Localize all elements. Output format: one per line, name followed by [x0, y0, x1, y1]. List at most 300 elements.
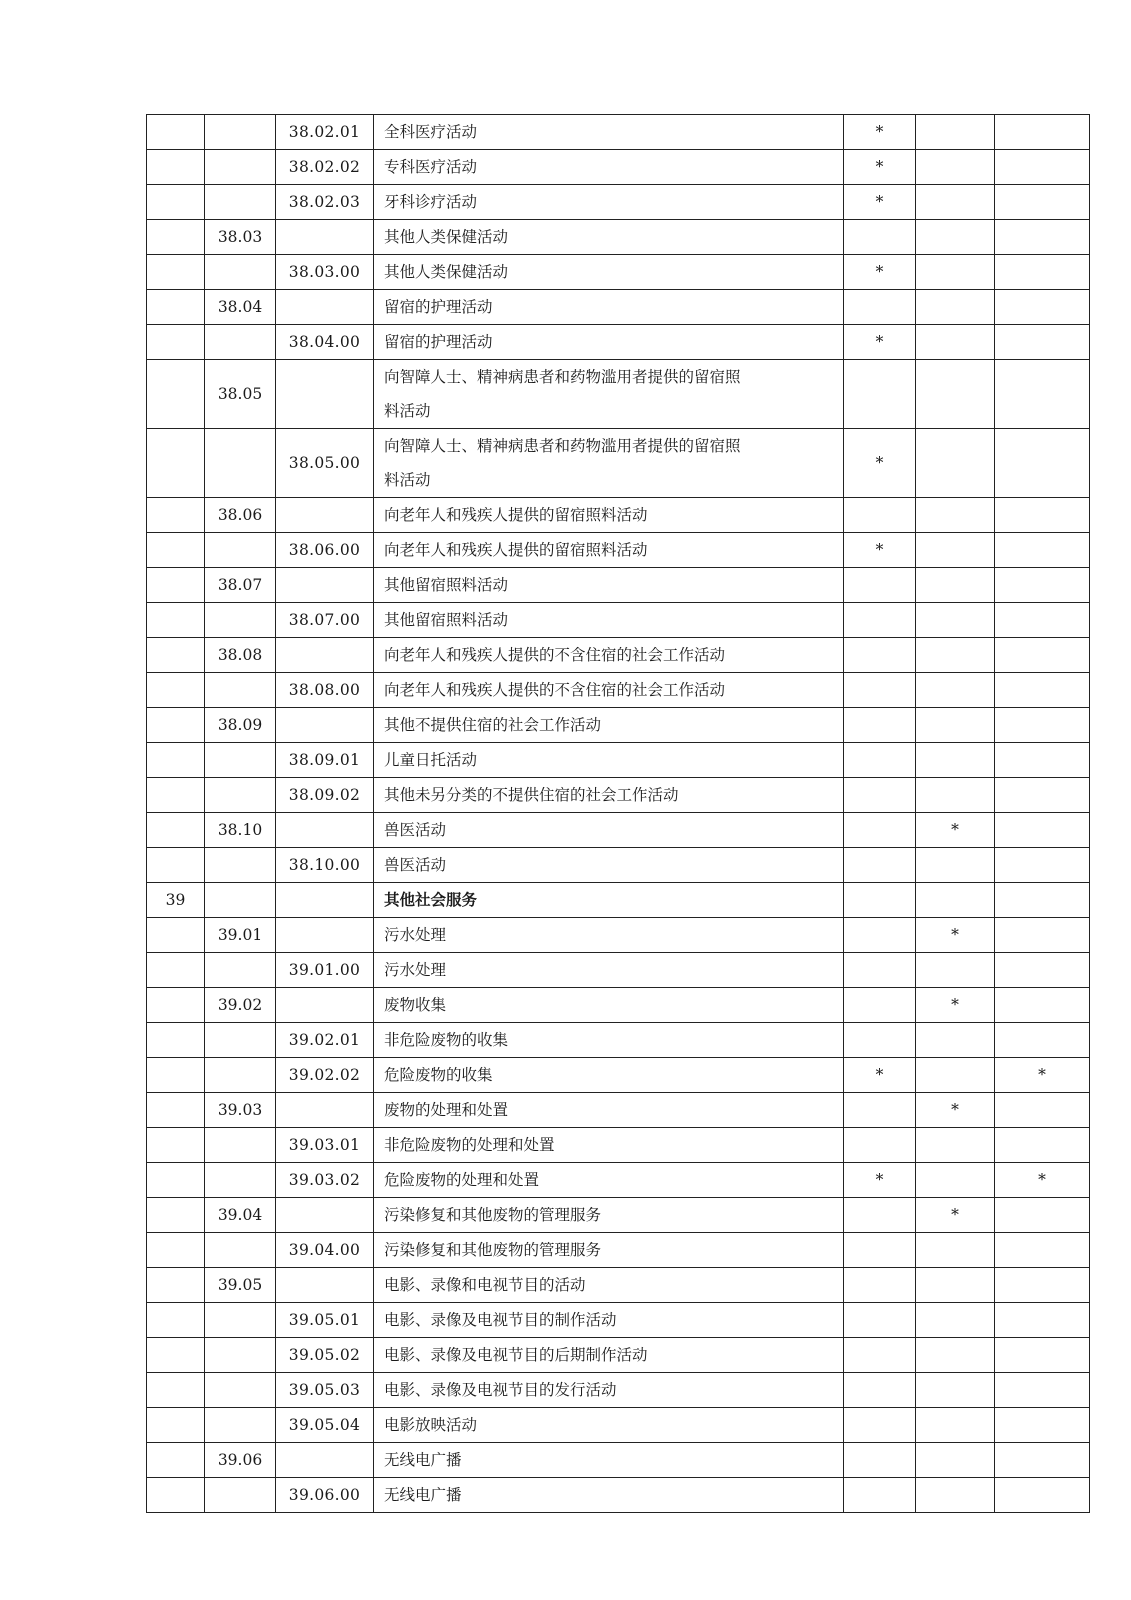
mark-column-1-cell	[844, 1093, 916, 1128]
mark-column-1-cell	[844, 603, 916, 638]
class-code-cell	[276, 568, 374, 603]
table-row	[147, 708, 1090, 743]
activity-name-cell: 污水处理	[374, 953, 844, 988]
mark-column-3-cell	[995, 883, 1090, 918]
class-code-cell	[276, 918, 374, 953]
group-code-cell	[205, 883, 276, 918]
mark-column-1-cell: *	[844, 1058, 916, 1093]
table-row	[147, 533, 1090, 568]
section-code-cell	[147, 150, 205, 185]
mark-column-3-cell	[995, 813, 1090, 848]
mark-column-3-cell	[995, 848, 1090, 883]
activity-name-cell: 兽医活动	[374, 848, 844, 883]
group-code-cell	[205, 1163, 276, 1198]
group-code-cell: 38.04	[205, 290, 276, 325]
activity-name-cell: 废物的处理和处置	[374, 1093, 844, 1128]
mark-column-1-cell	[844, 1268, 916, 1303]
mark-column-2-cell	[916, 1268, 995, 1303]
section-code-cell: 39	[147, 883, 205, 918]
group-code-cell	[205, 1058, 276, 1093]
section-code-cell	[147, 1478, 205, 1513]
section-code-cell	[147, 568, 205, 603]
mark-column-2-cell	[916, 429, 995, 498]
group-code-cell: 38.08	[205, 638, 276, 673]
mark-column-2-cell: *	[916, 1093, 995, 1128]
table-row	[147, 568, 1090, 603]
table-row	[147, 813, 1090, 848]
section-code-cell	[147, 1303, 205, 1338]
group-code-cell: 38.10	[205, 813, 276, 848]
mark-column-2-cell	[916, 1373, 995, 1408]
activity-name-cell: 电影、录像和电视节目的活动	[374, 1268, 844, 1303]
activity-name-cell: 其他人类保健活动	[374, 255, 844, 290]
section-code-cell	[147, 813, 205, 848]
table-row	[147, 360, 1090, 429]
group-code-cell	[205, 1233, 276, 1268]
group-code-cell: 39.04	[205, 1198, 276, 1233]
activity-name-cell: 留宿的护理活动	[374, 325, 844, 360]
mark-column-1-cell	[844, 708, 916, 743]
mark-column-1-cell	[844, 220, 916, 255]
group-code-cell: 38.05	[205, 360, 276, 429]
section-code-cell	[147, 1408, 205, 1443]
mark-column-2-cell	[916, 568, 995, 603]
table-row	[147, 185, 1090, 220]
mark-column-2-cell	[916, 1443, 995, 1478]
mark-column-1-cell	[844, 568, 916, 603]
mark-column-3-cell	[995, 778, 1090, 813]
class-code-cell	[276, 708, 374, 743]
group-code-cell: 38.06	[205, 498, 276, 533]
table-row	[147, 1163, 1090, 1198]
class-code-cell	[276, 1443, 374, 1478]
mark-column-1-cell	[844, 883, 916, 918]
mark-column-3-cell	[995, 533, 1090, 568]
table-row	[147, 325, 1090, 360]
group-code-cell	[205, 603, 276, 638]
mark-column-2-cell	[916, 1478, 995, 1513]
section-code-cell	[147, 778, 205, 813]
mark-column-3-cell	[995, 498, 1090, 533]
group-code-cell	[205, 185, 276, 220]
mark-column-1-cell	[844, 638, 916, 673]
mark-column-2-cell	[916, 220, 995, 255]
mark-column-1-cell	[844, 1373, 916, 1408]
mark-column-1-cell: *	[844, 533, 916, 568]
class-code-cell	[276, 1268, 374, 1303]
mark-column-2-cell	[916, 533, 995, 568]
class-code-cell: 38.09.01	[276, 743, 374, 778]
activity-name-cell: 其他不提供住宿的社会工作活动	[374, 708, 844, 743]
group-code-cell	[205, 115, 276, 150]
mark-column-3-cell	[995, 568, 1090, 603]
activity-name-cell: 污染修复和其他废物的管理服务	[374, 1233, 844, 1268]
section-code-cell	[147, 603, 205, 638]
group-code-cell	[205, 325, 276, 360]
mark-column-2-cell	[916, 883, 995, 918]
activity-name-cell: 无线电广播	[374, 1443, 844, 1478]
group-code-cell	[205, 429, 276, 498]
mark-column-1-cell	[844, 988, 916, 1023]
mark-column-3-cell	[995, 918, 1090, 953]
activity-name-cell: 电影、录像及电视节目的发行活动	[374, 1373, 844, 1408]
mark-column-2-cell	[916, 115, 995, 150]
table-row	[147, 1303, 1090, 1338]
mark-column-1-cell: *	[844, 325, 916, 360]
mark-column-3-cell	[995, 325, 1090, 360]
mark-column-1-cell	[844, 673, 916, 708]
section-code-cell	[147, 953, 205, 988]
table-row	[147, 1478, 1090, 1513]
table-row	[147, 673, 1090, 708]
activity-name-cell: 危险废物的处理和处置	[374, 1163, 844, 1198]
class-code-cell: 39.05.03	[276, 1373, 374, 1408]
activity-name-cell: 污染修复和其他废物的管理服务	[374, 1198, 844, 1233]
class-code-cell	[276, 988, 374, 1023]
class-code-cell: 38.02.02	[276, 150, 374, 185]
table-row	[147, 115, 1090, 150]
group-code-cell	[205, 533, 276, 568]
class-code-cell	[276, 638, 374, 673]
class-code-cell: 38.05.00	[276, 429, 374, 498]
mark-column-2-cell	[916, 743, 995, 778]
table-row	[147, 953, 1090, 988]
table-row	[147, 220, 1090, 255]
table-row	[147, 1023, 1090, 1058]
class-code-cell: 39.01.00	[276, 953, 374, 988]
class-code-cell	[276, 1093, 374, 1128]
mark-column-2-cell	[916, 778, 995, 813]
mark-column-3-cell	[995, 1023, 1090, 1058]
class-code-cell: 38.07.00	[276, 603, 374, 638]
mark-column-3-cell	[995, 708, 1090, 743]
table-row	[147, 1093, 1090, 1128]
mark-column-3-cell	[995, 1128, 1090, 1163]
section-code-cell	[147, 255, 205, 290]
table-row	[147, 498, 1090, 533]
class-code-cell: 39.05.01	[276, 1303, 374, 1338]
table-row	[147, 1198, 1090, 1233]
mark-column-2-cell	[916, 150, 995, 185]
section-code-cell	[147, 1443, 205, 1478]
mark-column-2-cell	[916, 1233, 995, 1268]
class-code-cell	[276, 498, 374, 533]
section-code-cell	[147, 638, 205, 673]
mark-column-3-cell: *	[995, 1163, 1090, 1198]
table-row	[147, 1408, 1090, 1443]
mark-column-1-cell	[844, 1303, 916, 1338]
mark-column-3-cell	[995, 743, 1090, 778]
mark-column-2-cell	[916, 1303, 995, 1338]
section-code-cell	[147, 1093, 205, 1128]
mark-column-1-cell	[844, 290, 916, 325]
table-row	[147, 848, 1090, 883]
mark-column-3-cell	[995, 255, 1090, 290]
group-code-cell	[205, 953, 276, 988]
mark-column-3-cell	[995, 1268, 1090, 1303]
mark-column-3-cell	[995, 673, 1090, 708]
activity-name-cell: 无线电广播	[374, 1478, 844, 1513]
mark-column-2-cell	[916, 1163, 995, 1198]
mark-column-3-cell	[995, 1233, 1090, 1268]
mark-column-1-cell: *	[844, 1163, 916, 1198]
group-code-cell	[205, 1478, 276, 1513]
class-code-cell: 39.05.04	[276, 1408, 374, 1443]
mark-column-3-cell	[995, 1478, 1090, 1513]
mark-column-2-cell	[916, 498, 995, 533]
activity-name-cell: 其他留宿照料活动	[374, 603, 844, 638]
activity-name-cell: 其他未另分类的不提供住宿的社会工作活动	[374, 778, 844, 813]
activity-name-cell: 废物收集	[374, 988, 844, 1023]
mark-column-1-cell	[844, 1128, 916, 1163]
mark-column-1-cell: *	[844, 429, 916, 498]
class-code-cell: 39.04.00	[276, 1233, 374, 1268]
section-code-cell	[147, 1023, 205, 1058]
mark-column-3-cell	[995, 429, 1090, 498]
section-code-cell	[147, 290, 205, 325]
class-code-cell: 39.02.01	[276, 1023, 374, 1058]
mark-column-1-cell	[844, 498, 916, 533]
activity-name-cell: 电影、录像及电视节目的后期制作活动	[374, 1338, 844, 1373]
table-row	[147, 255, 1090, 290]
mark-column-1-cell	[844, 1233, 916, 1268]
mark-column-2-cell	[916, 673, 995, 708]
table-row	[147, 1128, 1090, 1163]
mark-column-2-cell	[916, 1023, 995, 1058]
group-code-cell: 38.03	[205, 220, 276, 255]
group-code-cell	[205, 778, 276, 813]
mark-column-3-cell	[995, 603, 1090, 638]
group-code-cell	[205, 1408, 276, 1443]
mark-column-1-cell	[844, 1198, 916, 1233]
section-code-cell	[147, 1338, 205, 1373]
class-code-cell	[276, 883, 374, 918]
mark-column-2-cell	[916, 185, 995, 220]
mark-column-2-cell	[916, 1408, 995, 1443]
mark-column-3-cell	[995, 1093, 1090, 1128]
mark-column-3-cell	[995, 220, 1090, 255]
mark-column-1-cell: *	[844, 185, 916, 220]
activity-name-cell: 专科医疗活动	[374, 150, 844, 185]
mark-column-2-cell	[916, 1058, 995, 1093]
table-row	[147, 638, 1090, 673]
class-code-cell	[276, 290, 374, 325]
class-code-cell: 39.03.01	[276, 1128, 374, 1163]
mark-column-1-cell: *	[844, 255, 916, 290]
table-row	[147, 918, 1090, 953]
group-code-cell	[205, 1303, 276, 1338]
mark-column-1-cell: *	[844, 115, 916, 150]
group-code-cell: 39.05	[205, 1268, 276, 1303]
mark-column-1-cell	[844, 1338, 916, 1373]
section-code-cell	[147, 1163, 205, 1198]
group-code-cell	[205, 1338, 276, 1373]
table-row	[147, 1373, 1090, 1408]
group-code-cell	[205, 1128, 276, 1163]
class-code-cell: 38.02.01	[276, 115, 374, 150]
mark-column-3-cell	[995, 953, 1090, 988]
class-code-cell: 39.03.02	[276, 1163, 374, 1198]
mark-column-2-cell: *	[916, 988, 995, 1023]
section-code-cell	[147, 185, 205, 220]
section-code-cell	[147, 1268, 205, 1303]
mark-column-2-cell	[916, 848, 995, 883]
section-code-cell	[147, 848, 205, 883]
mark-column-1-cell	[844, 848, 916, 883]
mark-column-3-cell	[995, 1443, 1090, 1478]
section-code-cell	[147, 988, 205, 1023]
activity-name-cell: 非危险废物的处理和处置	[374, 1128, 844, 1163]
section-code-cell	[147, 325, 205, 360]
class-code-cell: 38.02.03	[276, 185, 374, 220]
section-code-cell	[147, 673, 205, 708]
mark-column-3-cell	[995, 1408, 1090, 1443]
group-code-cell: 39.03	[205, 1093, 276, 1128]
activity-name-cell: 其他社会服务	[374, 883, 844, 918]
mark-column-2-cell	[916, 255, 995, 290]
mark-column-3-cell: *	[995, 1058, 1090, 1093]
mark-column-1-cell	[844, 1408, 916, 1443]
mark-column-1-cell	[844, 813, 916, 848]
mark-column-1-cell	[844, 1443, 916, 1478]
mark-column-1-cell	[844, 1023, 916, 1058]
table-row	[147, 1443, 1090, 1478]
activity-name-cell: 儿童日托活动	[374, 743, 844, 778]
class-code-cell: 39.02.02	[276, 1058, 374, 1093]
class-code-cell	[276, 360, 374, 429]
activity-name-cell: 全科医疗活动	[374, 115, 844, 150]
group-code-cell: 38.09	[205, 708, 276, 743]
activity-name-cell: 兽医活动	[374, 813, 844, 848]
table-row	[147, 429, 1090, 498]
table-row	[147, 778, 1090, 813]
activity-name-cell: 向智障人士、精神病患者和药物滥用者提供的留宿照 料活动	[374, 360, 844, 429]
section-code-cell	[147, 115, 205, 150]
table-row	[147, 1233, 1090, 1268]
activity-name-cell: 向老年人和残疾人提供的不含住宿的社会工作活动	[374, 638, 844, 673]
class-code-cell: 38.10.00	[276, 848, 374, 883]
class-code-cell: 39.06.00	[276, 1478, 374, 1513]
mark-column-2-cell: *	[916, 813, 995, 848]
mark-column-1-cell	[844, 953, 916, 988]
table-row	[147, 883, 1090, 918]
activity-name-cell: 非危险废物的收集	[374, 1023, 844, 1058]
mark-column-1-cell	[844, 778, 916, 813]
classification-table	[146, 114, 1090, 1513]
section-code-cell	[147, 1233, 205, 1268]
table-row	[147, 603, 1090, 638]
section-code-cell	[147, 220, 205, 255]
group-code-cell	[205, 255, 276, 290]
mark-column-2-cell	[916, 1338, 995, 1373]
table-row	[147, 988, 1090, 1023]
mark-column-1-cell	[844, 360, 916, 429]
mark-column-3-cell	[995, 1303, 1090, 1338]
section-code-cell	[147, 918, 205, 953]
mark-column-3-cell	[995, 1373, 1090, 1408]
mark-column-3-cell	[995, 638, 1090, 673]
table-row	[147, 1058, 1090, 1093]
section-code-cell	[147, 533, 205, 568]
group-code-cell	[205, 1373, 276, 1408]
table-row	[147, 1268, 1090, 1303]
mark-column-2-cell	[916, 708, 995, 743]
group-code-cell	[205, 1023, 276, 1058]
activity-name-cell: 向老年人和残疾人提供的留宿照料活动	[374, 498, 844, 533]
class-code-cell	[276, 220, 374, 255]
class-code-cell: 38.08.00	[276, 673, 374, 708]
activity-name-cell: 留宿的护理活动	[374, 290, 844, 325]
section-code-cell	[147, 1058, 205, 1093]
group-code-cell	[205, 743, 276, 778]
group-code-cell: 39.06	[205, 1443, 276, 1478]
class-code-cell: 38.06.00	[276, 533, 374, 568]
activity-name-cell: 牙科诊疗活动	[374, 185, 844, 220]
mark-column-1-cell	[844, 918, 916, 953]
table-row	[147, 1338, 1090, 1373]
mark-column-2-cell	[916, 325, 995, 360]
section-code-cell	[147, 429, 205, 498]
activity-name-cell: 电影放映活动	[374, 1408, 844, 1443]
mark-column-2-cell: *	[916, 918, 995, 953]
class-code-cell: 39.05.02	[276, 1338, 374, 1373]
activity-name-cell: 向智障人士、精神病患者和药物滥用者提供的留宿照 料活动	[374, 429, 844, 498]
class-code-cell: 38.03.00	[276, 255, 374, 290]
section-code-cell	[147, 743, 205, 778]
table-row	[147, 290, 1090, 325]
mark-column-3-cell	[995, 185, 1090, 220]
mark-column-2-cell	[916, 360, 995, 429]
group-code-cell: 38.07	[205, 568, 276, 603]
activity-name-cell: 其他留宿照料活动	[374, 568, 844, 603]
section-code-cell	[147, 360, 205, 429]
table-row	[147, 150, 1090, 185]
mark-column-3-cell	[995, 988, 1090, 1023]
section-code-cell	[147, 498, 205, 533]
group-code-cell	[205, 848, 276, 883]
mark-column-3-cell	[995, 1198, 1090, 1233]
class-code-cell	[276, 1198, 374, 1233]
class-code-cell: 38.09.02	[276, 778, 374, 813]
section-code-cell	[147, 1198, 205, 1233]
group-code-cell	[205, 673, 276, 708]
mark-column-2-cell	[916, 953, 995, 988]
mark-column-3-cell	[995, 1338, 1090, 1373]
section-code-cell	[147, 1128, 205, 1163]
mark-column-2-cell	[916, 638, 995, 673]
mark-column-3-cell	[995, 150, 1090, 185]
activity-name-cell: 污水处理	[374, 918, 844, 953]
section-code-cell	[147, 708, 205, 743]
mark-column-2-cell	[916, 603, 995, 638]
group-code-cell: 39.01	[205, 918, 276, 953]
activity-name-cell: 其他人类保健活动	[374, 220, 844, 255]
mark-column-3-cell	[995, 360, 1090, 429]
section-code-cell	[147, 1373, 205, 1408]
group-code-cell	[205, 150, 276, 185]
mark-column-2-cell	[916, 1128, 995, 1163]
mark-column-3-cell	[995, 290, 1090, 325]
class-code-cell	[276, 813, 374, 848]
mark-column-1-cell	[844, 1478, 916, 1513]
mark-column-3-cell	[995, 115, 1090, 150]
mark-column-1-cell	[844, 743, 916, 778]
activity-name-cell: 向老年人和残疾人提供的留宿照料活动	[374, 533, 844, 568]
mark-column-2-cell: *	[916, 1198, 995, 1233]
mark-column-2-cell	[916, 290, 995, 325]
activity-name-cell: 危险废物的收集	[374, 1058, 844, 1093]
class-code-cell: 38.04.00	[276, 325, 374, 360]
